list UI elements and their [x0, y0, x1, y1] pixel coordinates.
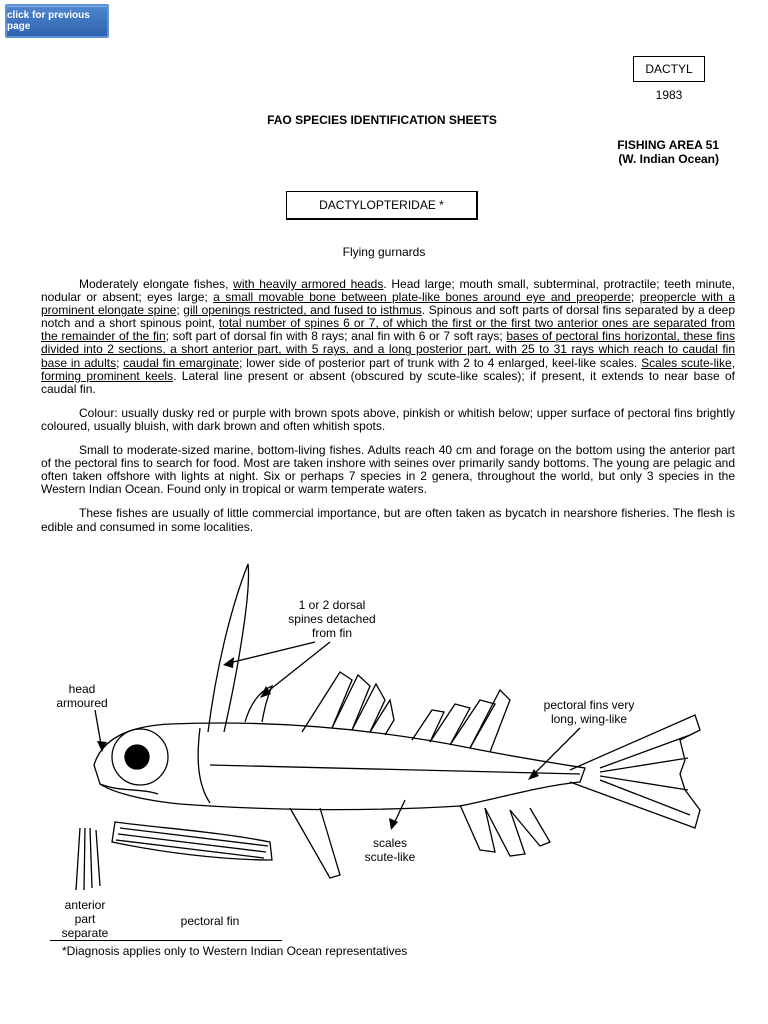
label-line: anterior [64, 898, 106, 912]
text-run: ; [176, 303, 184, 318]
fish-illustration [40, 560, 730, 940]
fisheries-paragraph: These fishes are usually of little commercial importance, but are often taken as bycatch in nearshore fisheries. The flesh is edible and consumed in some localities. [41, 506, 735, 534]
text-run: ; [630, 290, 640, 305]
label-line: head [68, 682, 96, 696]
label-line: long, wing-like [550, 712, 628, 726]
fishing-area-number: FISHING AREA 51 [617, 138, 719, 152]
family-name-box: DACTYLOPTERIDAE * [286, 191, 478, 220]
label-line: spines detached [288, 612, 376, 626]
label-line: scute-like [364, 850, 416, 864]
text-run: . Head large; mouth small, subterminal, protractile; teeth minute, nodular or absent; eyes large; [41, 277, 736, 305]
text-run: ; soft part of dorsal fin with 8 rays; anal fin with 6 or 7 soft rays; [165, 329, 507, 344]
text-run: . Spinous and soft parts of dorsal fins separated by a deep notch and a short spinous point, [41, 303, 736, 331]
fishing-area [560, 138, 719, 166]
pectoral-wing-label [530, 698, 648, 726]
underlined-run: preopercle with a prominent elongate spine [41, 290, 736, 318]
label-line: 1 or 2 dorsal [298, 598, 366, 612]
head-armoured-label [50, 682, 114, 710]
text-run: . Lateral line present or absent (obscured by scute-like scales); if present, it extends to near base of caudal fin. [41, 368, 735, 396]
text-run: ; [116, 355, 124, 370]
underlined-run: gill openings restricted, and fused to isthmus [183, 303, 422, 318]
underlined-run: with heavily armored heads [233, 277, 384, 291]
label-line: from fin [311, 626, 352, 640]
label-line: pectoral fins very [543, 698, 635, 712]
label-line: separate [61, 926, 109, 940]
label-line: part [74, 912, 96, 926]
anterior-part-label [54, 898, 116, 940]
flying-gurnard-drawing [40, 560, 730, 940]
text-run: ; lower side of posterior part of trunk with 2 to 4 enlarged, keel-like scales. [239, 355, 642, 370]
text-run: Moderately elongate fishes, [79, 277, 234, 291]
underlined-run: total number of spines 6 or 7, of which the first or the first two anterior ones are separated from the remainder of the fin [41, 316, 735, 344]
underlined-run: Scales scute-like, forming prominent keels [41, 355, 735, 383]
footnote: *Diagnosis applies only to Western Indian Ocean representatives [62, 944, 408, 958]
common-name: Flying gurnards [342, 245, 426, 259]
underlined-run: bases of pectoral fins horizontal, these fins divided into 2 sections, a short anterior part, with 5 rays, and a long posterior part, with 25 to 31 rays which reach to caudal fin base in adults [41, 329, 735, 370]
label-line: scales [372, 836, 407, 850]
label-line: armoured [56, 696, 108, 710]
previous-page-button[interactable]: click for previous page [5, 4, 109, 38]
series-title: FAO SPECIES IDENTIFICATION SHEETS [267, 113, 497, 127]
publication-year: 1983 [655, 88, 683, 102]
colour-paragraph: Colour: usually dusky red or purple with brown spots above, pinkish or whitish below; upper surface of pectoral fins brightly coloured, usually bluish, with dark brown and often whitish spots. [41, 405, 735, 433]
diagnosis-text [41, 278, 735, 545]
fishing-area-region: (W. Indian Ocean) [618, 152, 719, 166]
underlined-run: caudal fin emarginate [123, 355, 240, 370]
diagnosis-paragraph [41, 278, 735, 396]
dorsal-spines-label [280, 598, 384, 640]
scales-label [358, 836, 422, 864]
habitat-paragraph: Small to moderate-sized marine, bottom-living fishes. Adults reach 40 cm and forage on the bottom using the anterior part of the pectoral fins to search for food. Most are taken inshore with seines over primarily sandy bottoms. The young are pelagic and often taken offshore with lights at night. Six or perhaps 7 species in 2 genera, throughout the world, but only 3 species in the Western Indian Ocean. Found only in tropical or warm temperate waters. [41, 443, 735, 497]
underlined-run: a small movable bone between plate-like bones around eye and preoperde [213, 290, 631, 305]
pectoral-fin-label: pectoral fin [180, 914, 240, 928]
footnote-rule [50, 940, 282, 941]
species-code-box: DACTYL [633, 56, 705, 82]
